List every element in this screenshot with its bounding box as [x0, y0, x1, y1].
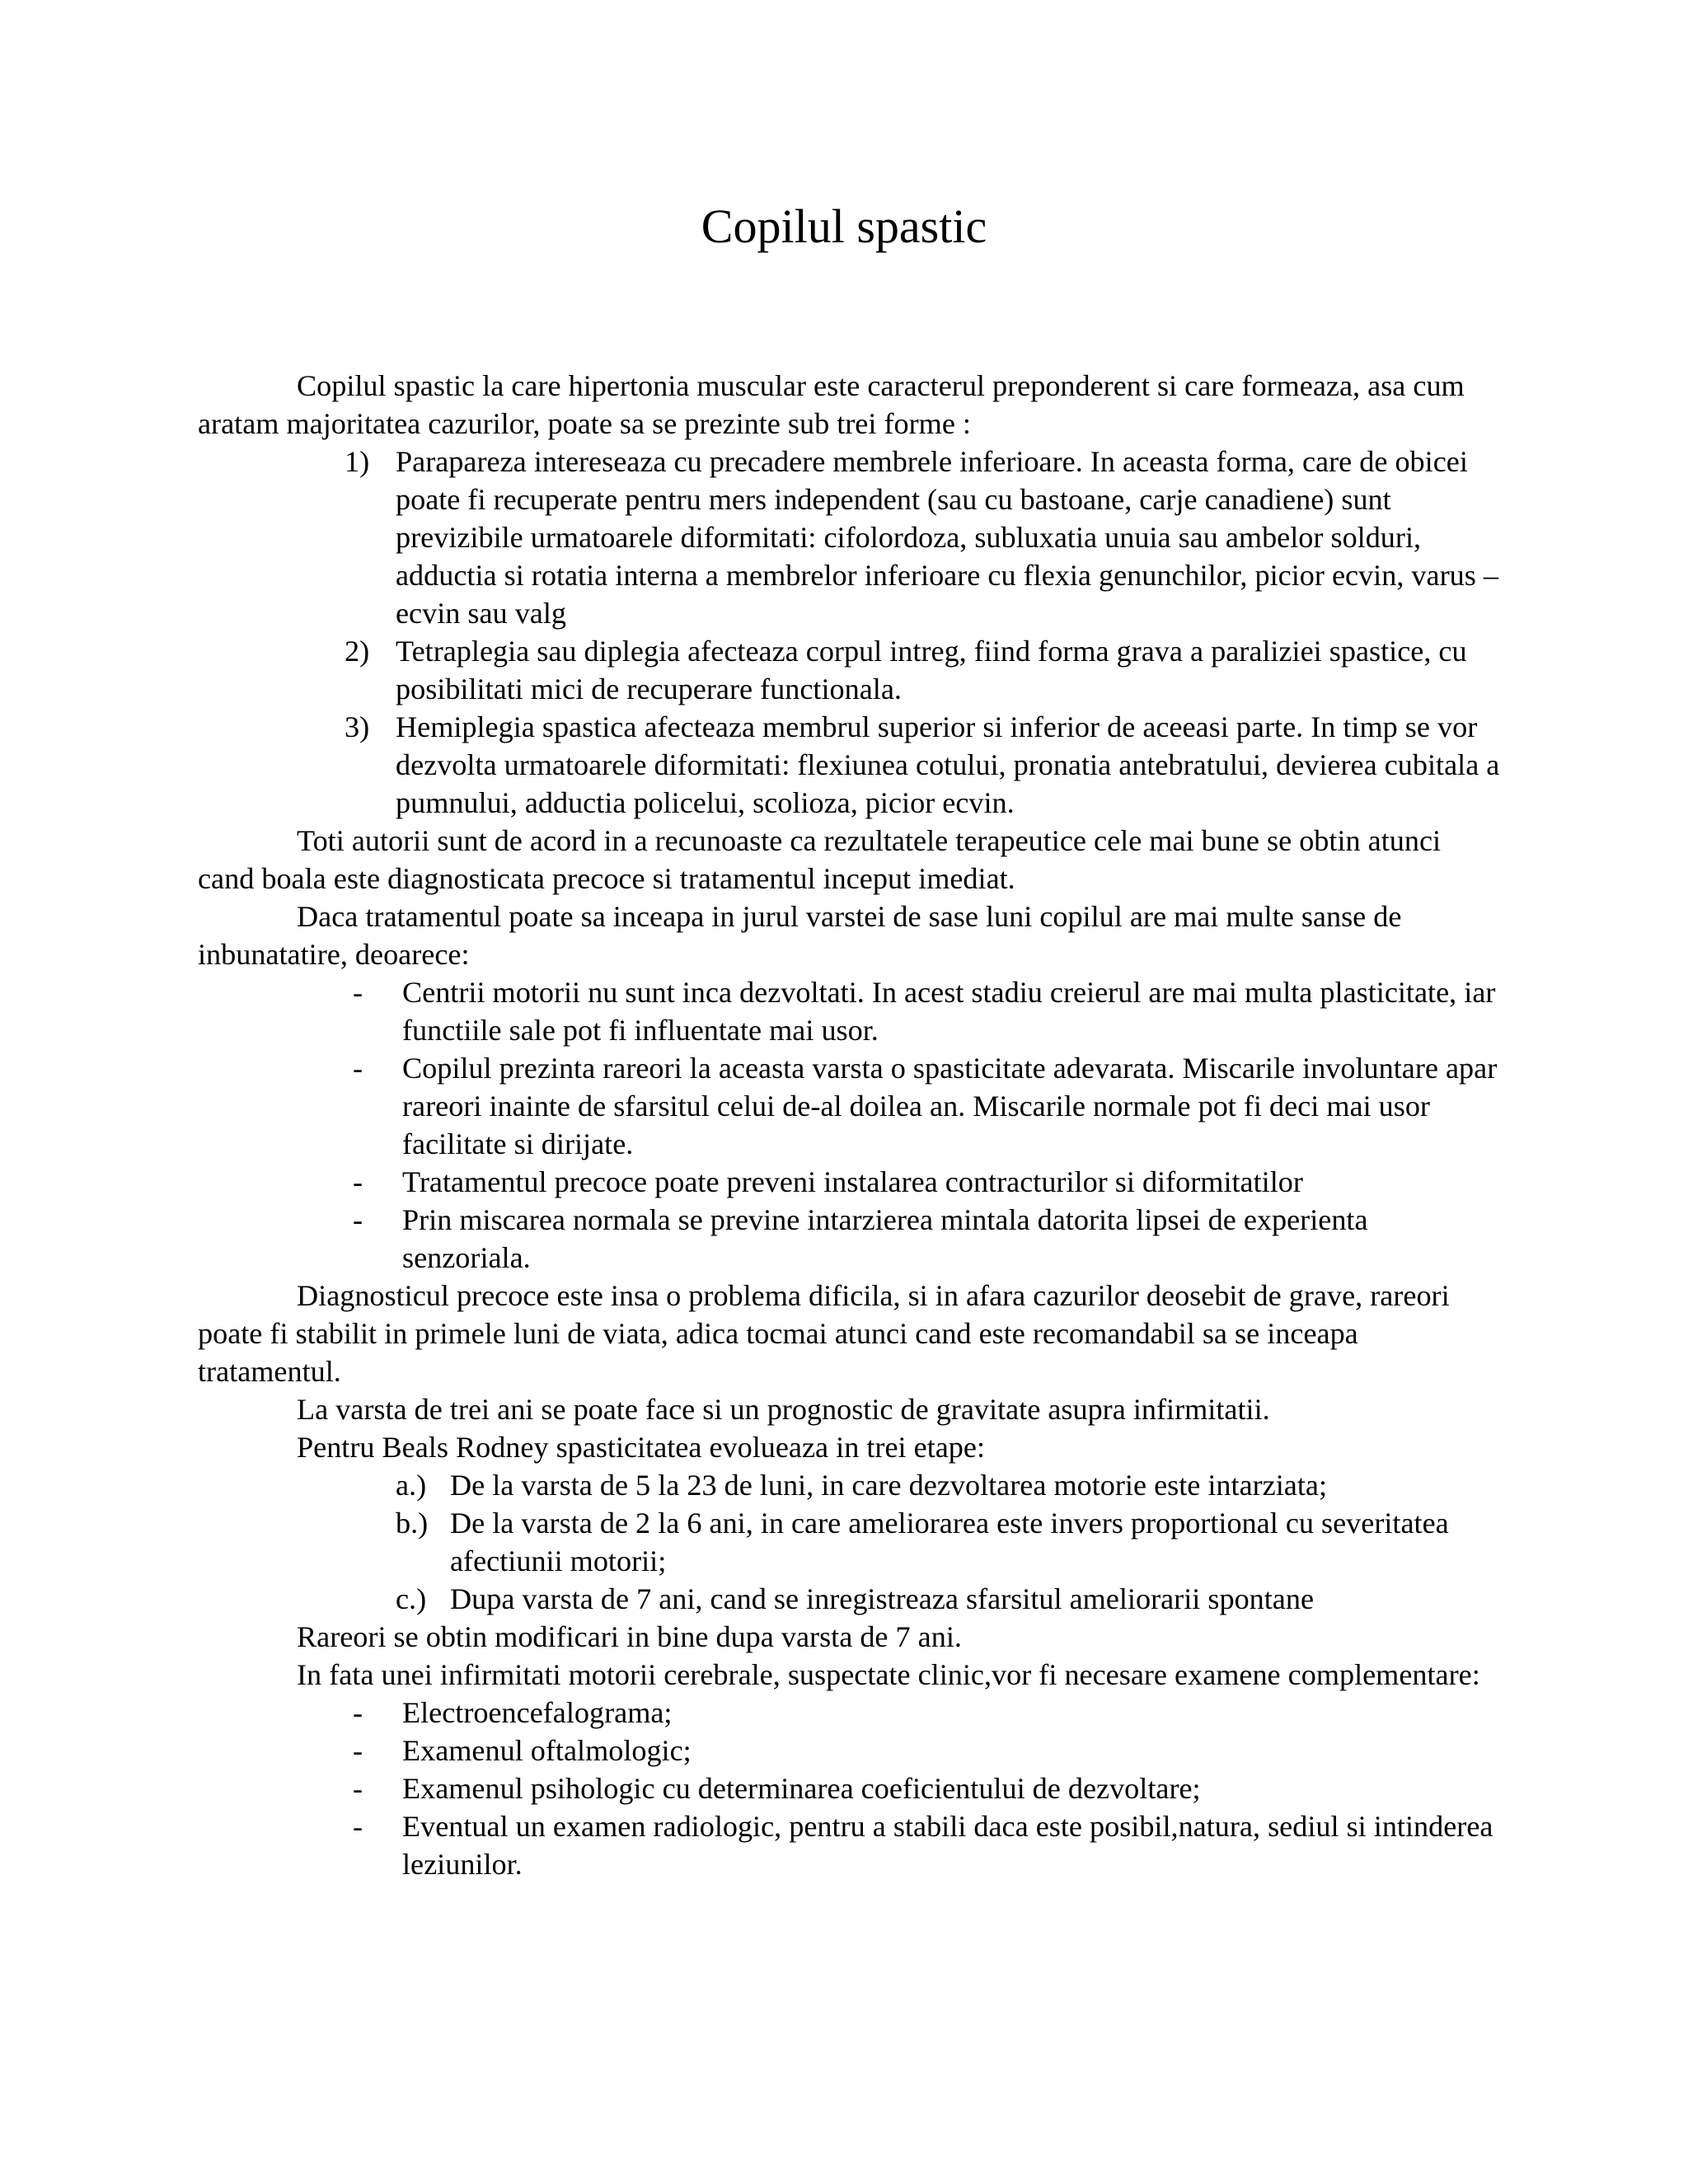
beals-paragraph: Pentru Beals Rodney spasticitatea evolueaza in trei etape: — [297, 1431, 986, 1464]
stages-list — [198, 1466, 1500, 1618]
list-marker: 2) — [345, 635, 370, 668]
list-item-text: Dupa varsta de 7 ani, cand se inregistreaza sfarsitul ameliorarii spontane — [450, 1582, 1315, 1615]
list-marker: 1) — [345, 445, 370, 478]
list-item — [198, 1769, 1500, 1807]
list-item-text: Prin miscarea normala se previne intarzierea mintala datorita lipsei de experienta senzoriala. — [402, 1203, 1368, 1274]
three-years-paragraph: La varsta de trei ani se poate face si un prognostic de gravitate asupra infirmitatii. — [297, 1393, 1270, 1426]
list-item — [198, 1732, 1500, 1769]
intro-paragraph: Copilul spastic la care hipertonia muscular este caracterul preponderent si care formeaza, asa cum aratam majoritatea cazurilor, poate sa se prezinte sub trei forme : — [198, 369, 1465, 440]
list-marker: - — [353, 976, 363, 1009]
diagnosis-paragraph: Diagnosticul precoce este insa o problema dificila, si in afara cazurilor deosebit de grave, rareori poate fi stabilit in primele luni de viata, adica tocmai atunci cand este recomandabil sa se inceapa tratamentul. — [198, 1279, 1450, 1388]
exams-list — [198, 1694, 1500, 1883]
page-title: Copilul spastic — [701, 199, 987, 253]
list-marker: a.) — [396, 1469, 427, 1502]
forms-list — [198, 443, 1500, 822]
exams-paragraph: In fata unei infirmitati motorii cerebrale, suspectate clinic,vor fi necesare examene complementare: — [297, 1658, 1480, 1691]
list-item-text: Hemiplegia spastica afecteaza membrul superior si inferior de aceeasi parte. In timp se vor dezvolta urmatoarele diformitati: flexiunea cotului, pronatia antebratului, devierea cubitala a pumnului, adductia policelui, scolioza, picior ecvin. — [396, 710, 1500, 819]
list-marker: - — [353, 1734, 363, 1767]
list-item-text: Copilul prezinta rareori la aceasta varsta o spasticitate adevarata. Miscarile involuntare apar rareori inainte de sfarsitul celui de-al doilea an. Miscarile normale pot fi deci mai usor facilitate si dirijate. — [402, 1052, 1498, 1160]
document-body — [198, 367, 1500, 1883]
list-marker: - — [353, 1203, 363, 1236]
list-marker: - — [353, 1810, 363, 1843]
list-item — [198, 1201, 1500, 1277]
list-item-text: De la varsta de 2 la 6 ani, in care ameliorarea este invers proportional cu severitatea afectiunii motorii; — [450, 1507, 1449, 1577]
list-item — [198, 1807, 1500, 1883]
list-item — [198, 708, 1500, 822]
list-marker: 3) — [345, 710, 370, 743]
list-item-text: Tetraplegia sau diplegia afecteaza corpul intreg, fiind forma grava a paraliziei spastice, cu posibilitati mici de recuperare functionala. — [396, 635, 1467, 705]
list-item — [198, 443, 1500, 632]
list-item — [198, 1504, 1500, 1580]
list-item-text: Centrii motorii nu sunt inca dezvoltati. In acest stadiu creierul are mai multa plasticitate, iar functiile sale pot fi influentate mai usor. — [402, 976, 1496, 1047]
six-months-paragraph: Daca tratamentul poate sa inceapa in jurul varstei de sase luni copilul are mai multe sanse de inbunatatire, deoarece: — [198, 900, 1402, 971]
list-marker: b.) — [396, 1507, 429, 1540]
list-item — [198, 973, 1500, 1049]
list-marker: c.) — [396, 1582, 427, 1615]
list-item-text: Parapareza intereseaza cu precadere membrele inferioare. In aceasta forma, care de obicei poate fi recuperate pentru mers independent (sau cu bastoane, carje canadiene) sunt previzibile urmatoarele diformitati: cifolordoza, subluxatia unuia sau ambelor solduri, adductia si rotatia interna a membrelor inferioare cu flexia genunchilor, picior ecvin, varus – ecvin sau valg — [396, 445, 1498, 630]
list-item — [198, 1049, 1500, 1163]
list-item-text: Examenul psihologic cu determinarea coeficientului de dezvoltare; — [402, 1772, 1201, 1805]
rarely-paragraph: Rareori se obtin modificari in bine dupa varsta de 7 ani. — [297, 1620, 962, 1653]
list-marker: - — [353, 1772, 363, 1805]
list-marker: - — [353, 1696, 363, 1729]
list-item — [198, 1694, 1500, 1732]
list-marker: - — [353, 1052, 363, 1085]
list-item-text: Electroencefalograma; — [402, 1696, 673, 1729]
list-item — [198, 1580, 1500, 1618]
list-marker: - — [353, 1165, 363, 1198]
list-item — [198, 1466, 1500, 1504]
list-item — [198, 1163, 1500, 1201]
authors-paragraph: Toti autorii sunt de acord in a recunoaste ca rezultatele terapeutice cele mai bune se obtin atunci cand boala este diagnosticata precoce si tratamentul inceput imediat. — [198, 824, 1442, 895]
list-item-text: Examenul oftalmologic; — [402, 1734, 692, 1767]
list-item-text: De la varsta de 5 la 23 de luni, in care dezvoltarea motorie este intarziata; — [450, 1469, 1328, 1502]
list-item-text: Tratamentul precoce poate preveni instalarea contracturilor si diformitatilor — [402, 1165, 1303, 1198]
list-item — [198, 632, 1500, 708]
list-item-text: Eventual un examen radiologic, pentru a stabili daca este posibil,natura, sediul si intinderea leziunilor. — [402, 1810, 1493, 1881]
reasons-list — [198, 973, 1500, 1277]
